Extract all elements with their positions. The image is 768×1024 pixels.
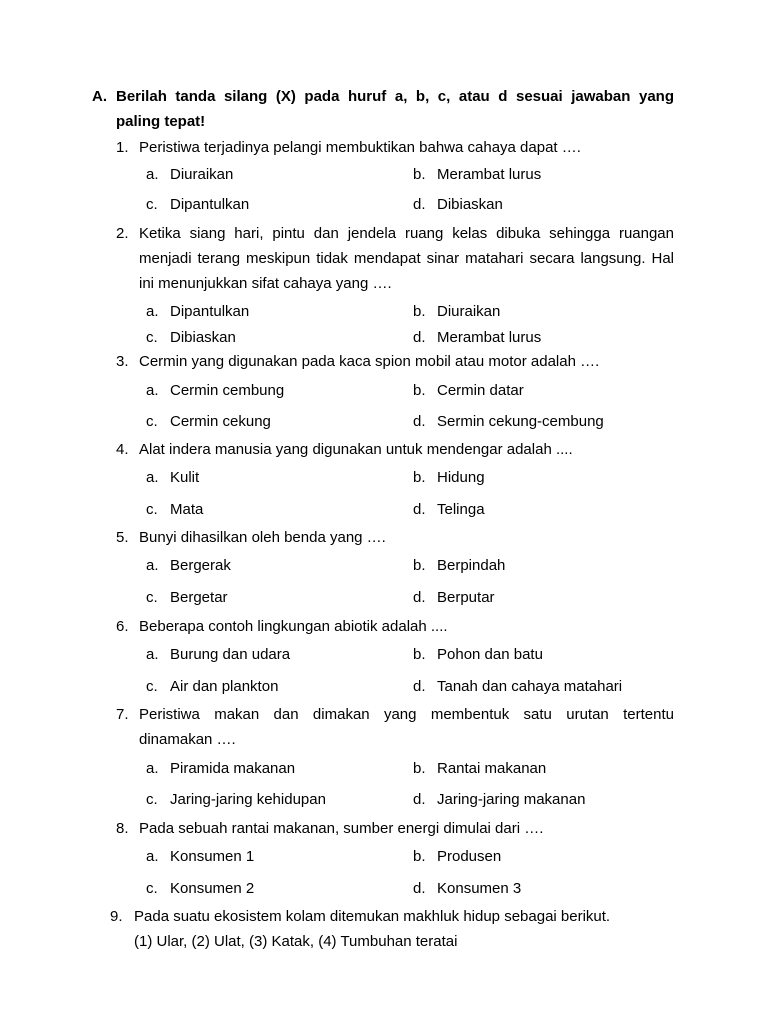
option-letter: c.	[146, 329, 158, 346]
question-text-line: (1) Ular, (2) Ulat, (3) Katak, (4) Tumbuhan teratai	[134, 933, 458, 950]
option-letter: a.	[146, 303, 159, 320]
option-letter: b.	[413, 303, 426, 320]
question-text-line: Pada sebuah rantai makanan, sumber energi dimulai dari ….	[139, 820, 544, 837]
option-letter: d.	[413, 791, 426, 808]
option-letter: d.	[413, 880, 426, 897]
question-text-line: Pada suatu ekosistem kolam ditemukan makhluk hidup sebagai berikut.	[134, 908, 611, 925]
option-letter: b.	[413, 469, 426, 486]
option-letter: d.	[413, 329, 426, 346]
question-text-line: Bunyi dihasilkan oleh benda yang ….	[139, 529, 386, 546]
option-text-a: Konsumen 1	[170, 848, 255, 865]
option-text-d: Tanah dan cahaya matahari	[437, 678, 623, 695]
option-letter: b.	[413, 760, 426, 777]
option-letter: c.	[146, 589, 158, 606]
option-text-a: Kulit	[170, 469, 200, 486]
question-number: 5.	[116, 529, 129, 546]
question-text-line: Beberapa contoh lingkungan abiotik adalah ....	[139, 618, 448, 635]
option-text-b: Hidung	[437, 469, 485, 486]
option-letter: c.	[146, 413, 158, 430]
question-text-line: Ketika siang hari, pintu dan jendela ruang kelas dibuka sehingga ruangan	[139, 225, 674, 242]
option-letter: b.	[413, 557, 426, 574]
option-text-d: Jaring-jaring makanan	[437, 791, 586, 808]
option-text-a: Burung dan udara	[170, 646, 291, 663]
option-text-a: Cermin cembung	[170, 382, 285, 399]
question-number: 2.	[116, 225, 129, 242]
option-letter: c.	[146, 501, 158, 518]
option-text-a: Bergerak	[170, 557, 231, 574]
question-number: 1.	[116, 139, 129, 156]
question-text-line: ini menunjukkan sifat cahaya yang ….	[139, 275, 392, 292]
question-text-line: dinamakan ….	[139, 731, 236, 748]
option-letter: d.	[413, 196, 426, 213]
option-letter: a.	[146, 848, 159, 865]
option-text-a: Dipantulkan	[170, 303, 250, 320]
option-text-c: Konsumen 2	[170, 880, 255, 897]
option-text-d: Dibiaskan	[437, 196, 503, 213]
option-text-b: Merambat lurus	[437, 166, 542, 183]
option-text-b: Produsen	[437, 848, 502, 865]
option-text-d: Merambat lurus	[437, 329, 542, 346]
option-text-c: Jaring-jaring kehidupan	[170, 791, 326, 808]
option-letter: a.	[146, 760, 159, 777]
option-letter: a.	[146, 646, 159, 663]
question-number: 4.	[116, 441, 129, 458]
option-letter: a.	[146, 166, 159, 183]
option-letter: b.	[413, 166, 426, 183]
option-letter: c.	[146, 791, 158, 808]
section-letter: A.	[92, 88, 107, 105]
question-number: 8.	[116, 820, 129, 837]
option-text-d: Konsumen 3	[437, 880, 522, 897]
question-text-line: Peristiwa makan dan dimakan yang membentuk satu urutan tertentu	[139, 706, 674, 723]
option-letter: c.	[146, 678, 158, 695]
option-letter: d.	[413, 589, 426, 606]
instruction-line-1: Berilah tanda silang (X) pada huruf a, b, c, atau d sesuai jawaban yang	[116, 88, 674, 105]
option-letter: c.	[146, 196, 158, 213]
option-letter: d.	[413, 413, 426, 430]
question-number: 7.	[116, 706, 129, 723]
question-number: 9.	[110, 908, 123, 925]
option-letter: a.	[146, 557, 159, 574]
option-letter: b.	[413, 646, 426, 663]
option-text-b: Pohon dan batu	[437, 646, 543, 663]
option-text-c: Dipantulkan	[170, 196, 250, 213]
question-text-line: Alat indera manusia yang digunakan untuk mendengar adalah ....	[139, 441, 573, 458]
option-text-c: Cermin cekung	[170, 413, 271, 430]
question-text-line: Peristiwa terjadinya pelangi membuktikan bahwa cahaya dapat ….	[139, 139, 581, 156]
question-number: 3.	[116, 353, 129, 370]
instruction-line-2: paling tepat!	[116, 113, 206, 130]
option-text-b: Rantai makanan	[437, 760, 547, 777]
option-text-b: Cermin datar	[437, 382, 524, 399]
option-letter: b.	[413, 848, 426, 865]
question-text-line: menjadi terang meskipun tidak mendapat sinar matahari secara langsung. Hal	[139, 250, 674, 267]
option-text-c: Mata	[170, 501, 204, 518]
question-text-line: Cermin yang digunakan pada kaca spion mobil atau motor adalah ….	[139, 353, 600, 370]
option-text-d: Sermin cekung-cembung	[437, 413, 604, 430]
option-letter: d.	[413, 678, 426, 695]
option-text-a: Piramida makanan	[170, 760, 296, 777]
option-text-c: Dibiaskan	[170, 329, 236, 346]
option-text-c: Air dan plankton	[170, 678, 279, 695]
option-text-b: Diuraikan	[437, 303, 501, 320]
option-text-d: Telinga	[437, 501, 485, 518]
option-letter: c.	[146, 880, 158, 897]
option-letter: a.	[146, 469, 159, 486]
option-text-d: Berputar	[437, 589, 495, 606]
option-text-a: Diuraikan	[170, 166, 234, 183]
option-letter: b.	[413, 382, 426, 399]
option-text-b: Berpindah	[437, 557, 506, 574]
option-text-c: Bergetar	[170, 589, 228, 606]
option-letter: d.	[413, 501, 426, 518]
option-letter: a.	[146, 382, 159, 399]
question-number: 6.	[116, 618, 129, 635]
